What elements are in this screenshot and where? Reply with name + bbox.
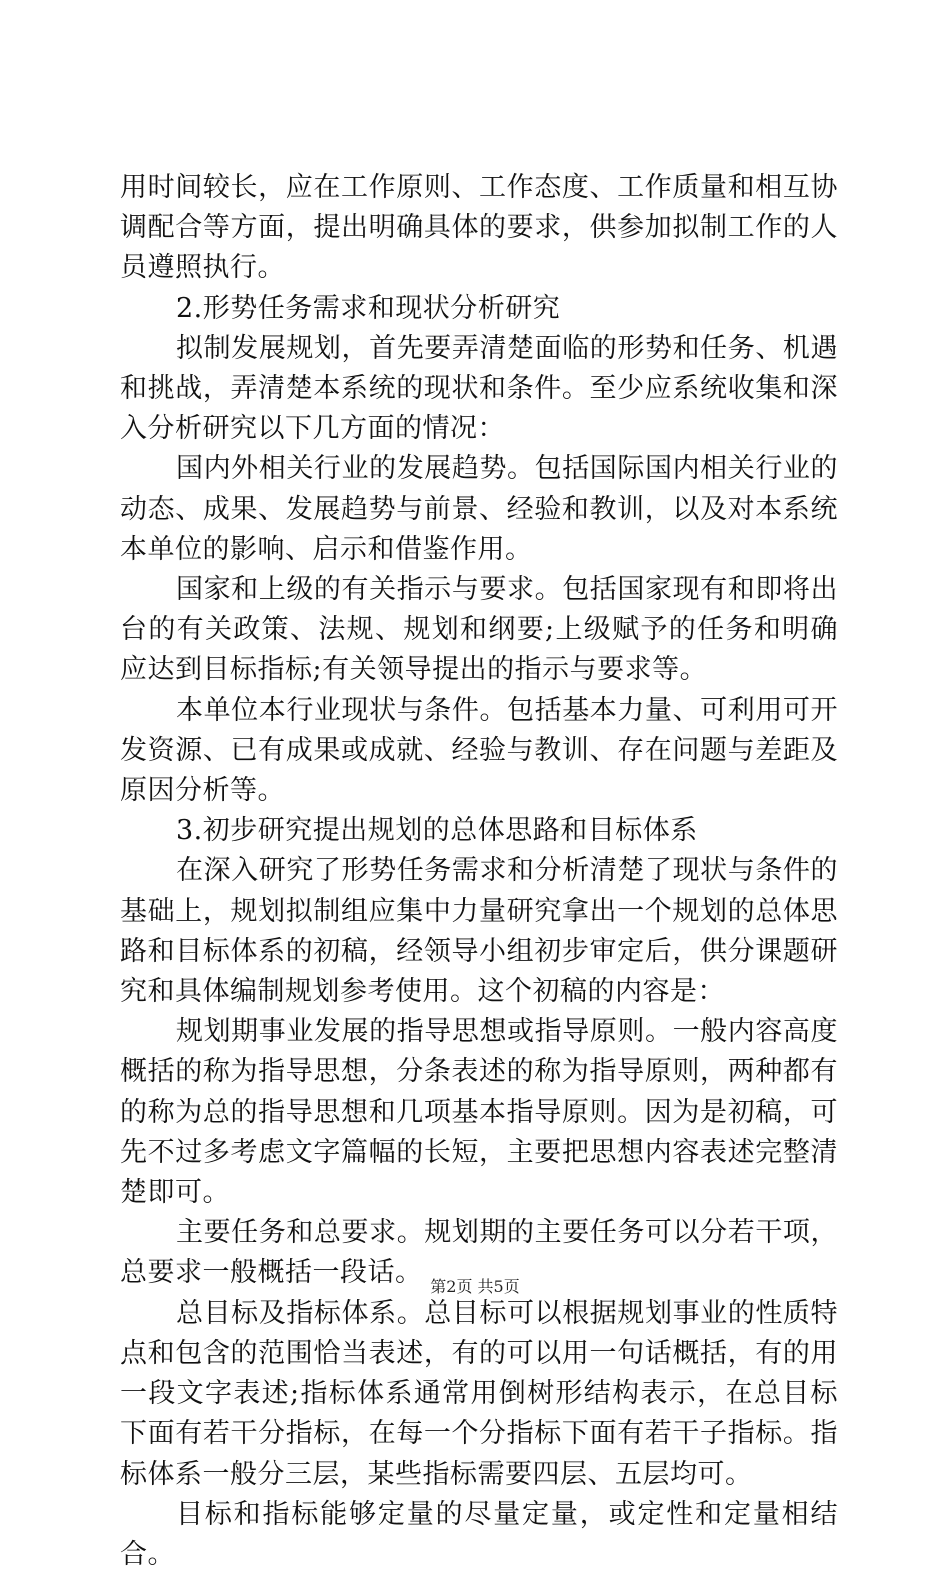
page-footer (0, 1274, 950, 1297)
paragraph: 规划期事业发展的指导思想或指导原则。一般内容高度概括的称为指导思想，分条表述的称为指导原则，两种都有的称为总的指导思想和几项基本指导原则。因为是初稿，可先不过多考虑文字篇幅的长短，主要把思想内容表述完整清楚即可。 (120, 1016, 838, 1209)
paragraph: 总目标及指标体系。总目标可以根据规划事业的性质特点和包含的范围恰当表述，有的可以用一句话概括，有的用一段文字表述;指标体系通常用倒树形结构表示，在总目标下面有若干分指标，在每一个分指标下面有若干子指标。指标体系一般分三层，某些指标需要四层、五层均可。 (120, 1297, 838, 1490)
paragraph: 国家和上级的有关指示与要求。包括国家现有和即将出台的有关政策、法规、规划和纲要;上级赋予的任务和明确应达到目标指标;有关领导提出的指示与要求等。 (120, 574, 838, 686)
section-heading-3: 3.初步研究提出规划的总体思路和目标体系 (176, 815, 698, 847)
paragraph-continuation: 用时间较长，应在工作原则、工作态度、工作质量和相互协调配合等方面，提出明确具体的要求，供参加拟制工作的人员遵照执行。 (120, 172, 838, 284)
section-heading-2: 2.形势任务需求和现状分析研究 (176, 292, 561, 324)
page-number: 第2页 共5页 (430, 1277, 520, 1296)
paragraph: 本单位本行业现状与条件。包括基本力量、可利用可开发资源、已有成果或成就、经验与教训、存在问题与差距及原因分析等。 (120, 694, 838, 807)
paragraph: 国内外相关行业的发展趋势。包括国际国内相关行业的动态、成果、发展趋势与前景、经验和教训，以及对本系统本单位的影响、启示和借鉴作用。 (120, 453, 838, 565)
paragraph: 主要任务和总要求。规划期的主要任务可以分若干项，总要求一般概括一段话。 (120, 1217, 838, 1289)
document-body (120, 168, 838, 1575)
paragraph: 拟制发展规划，首先要弄清楚面临的形势和任务、机遇和挑战，弄清楚本系统的现状和条件。至少应系统收集和深入分析研究以下几方面的情况： (120, 332, 838, 445)
paragraph: 在深入研究了形势任务需求和分析清楚了现状与条件的基础上，规划拟制组应集中力量研究拿出一个规划的总体思路和目标体系的初稿，经领导小组初步审定后，供分课题研究和具体编制规划参考使用。这个初稿的内容是： (120, 855, 838, 1008)
paragraph: 目标和指标能够定量的尽量定量，或定性和定量相结合。 (120, 1498, 838, 1570)
